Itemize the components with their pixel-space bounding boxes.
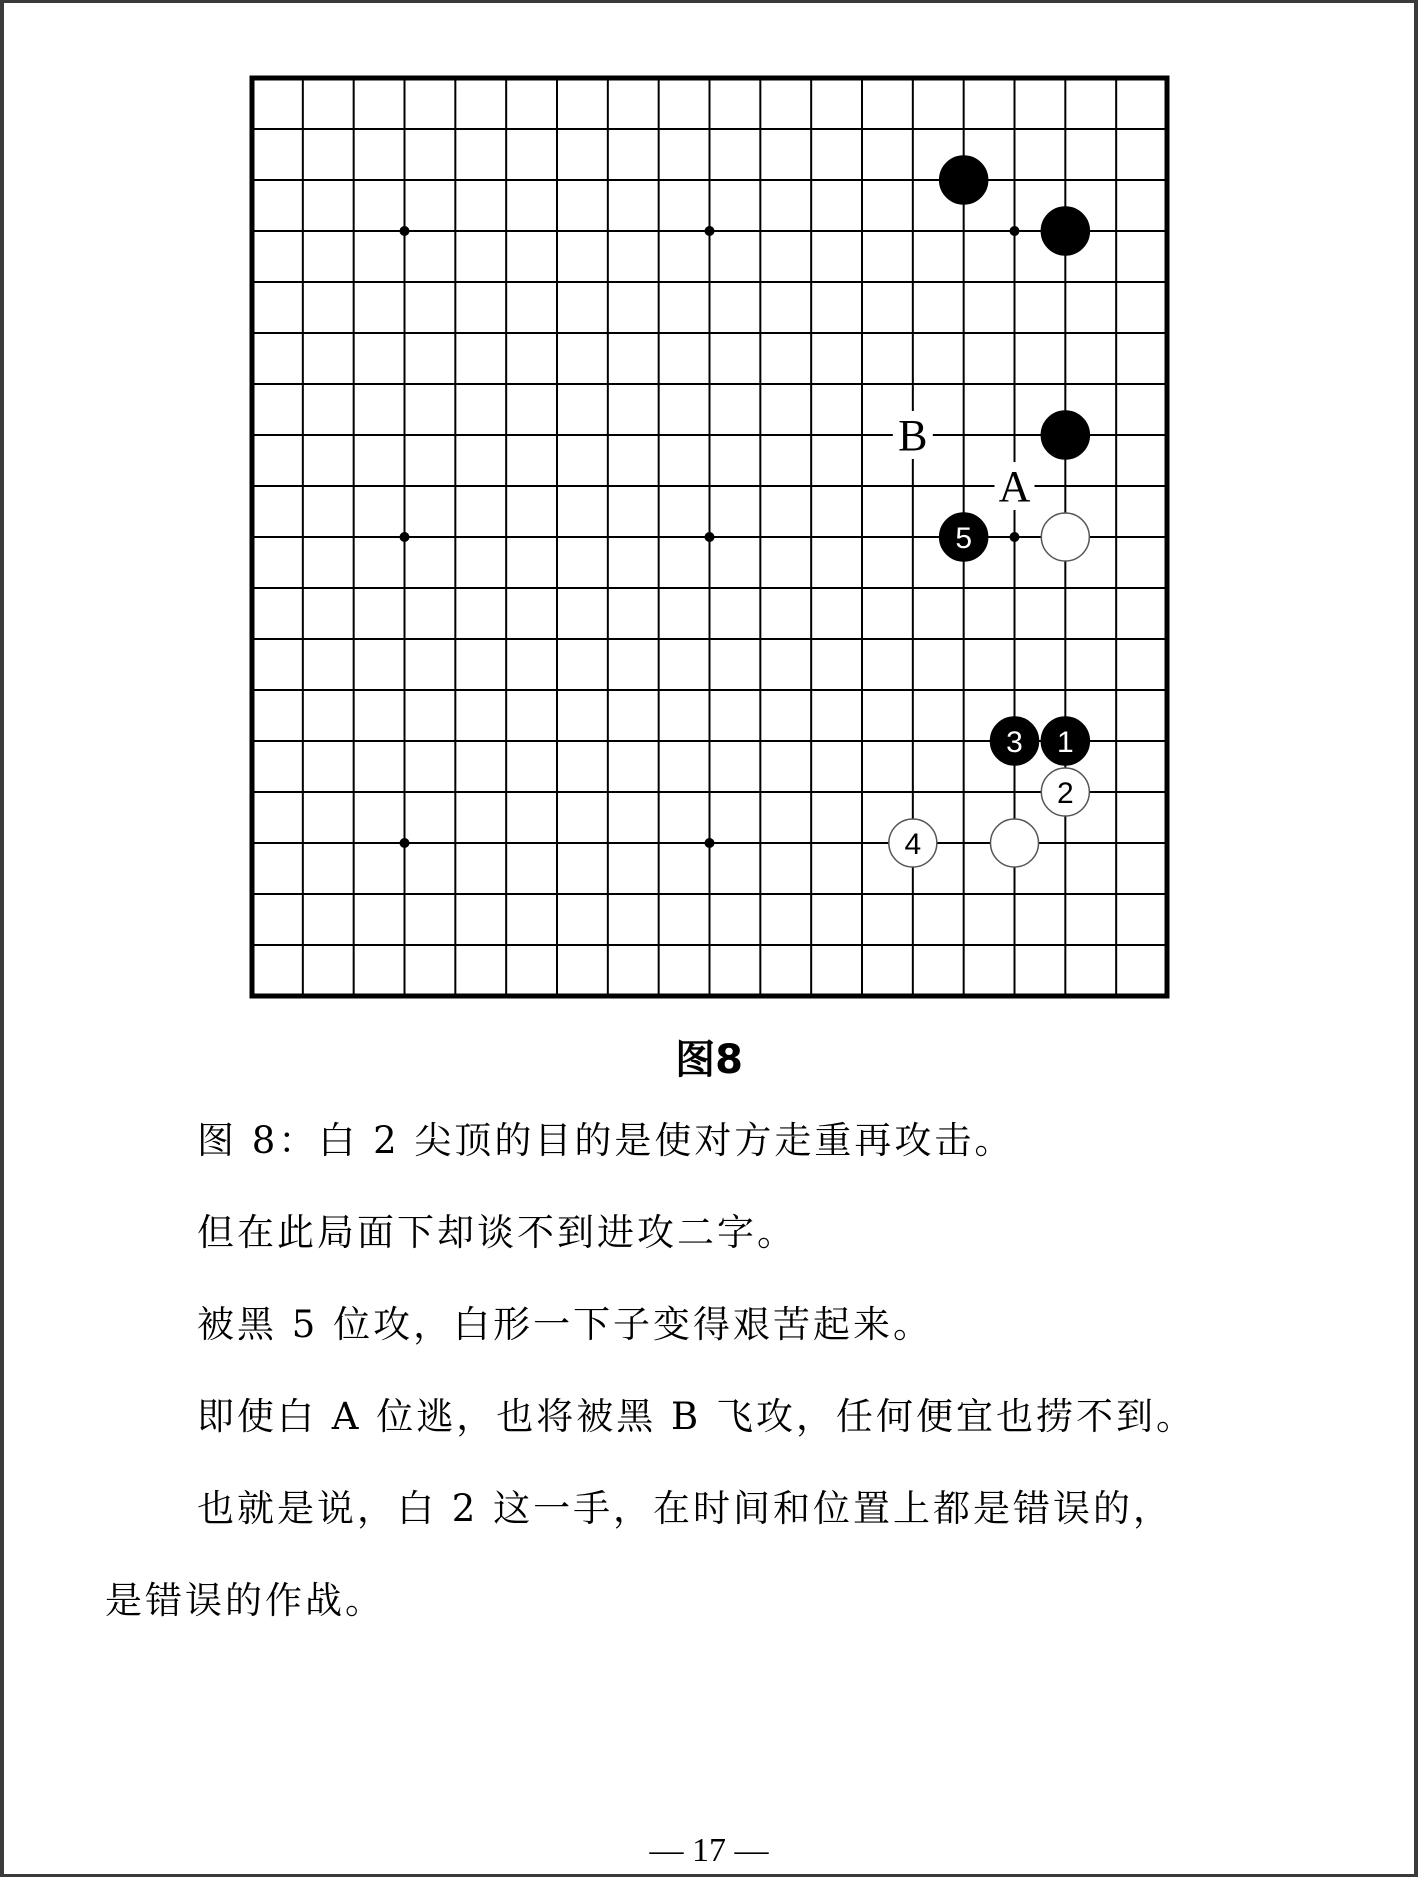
paragraph-6: 是错误的作战。	[105, 1579, 385, 1622]
marker-a	[995, 462, 1035, 511]
paragraph-1: 图 8：白 2 尖顶的目的是使对方走重再攻击。	[197, 1119, 1015, 1162]
marker-b	[893, 411, 933, 460]
black-stone	[940, 156, 988, 204]
black-stone	[1041, 411, 1089, 459]
paragraph-4: 即使白 A 位逃，也将被黑 B 飞攻，任何便宜也捞不到。	[197, 1395, 1196, 1438]
hoshi-point	[400, 226, 410, 236]
paragraph-2: 但在此局面下却谈不到进攻二字。	[197, 1211, 797, 1254]
paragraph-5: 也就是说，白 2 这一手，在时间和位置上都是错误的，	[197, 1487, 1174, 1530]
figure-caption: 图8	[675, 1037, 743, 1083]
svg-text:3: 3	[1006, 726, 1023, 759]
white-stone-2	[1041, 768, 1089, 816]
svg-text:2: 2	[1056, 777, 1074, 810]
hoshi-point	[705, 838, 715, 848]
hoshi-point	[705, 532, 715, 542]
svg-text:5: 5	[955, 522, 973, 555]
black-stone-1	[1041, 717, 1089, 765]
svg-text:4: 4	[904, 828, 922, 861]
white-stone	[991, 819, 1039, 867]
hoshi-point	[1010, 532, 1020, 542]
hoshi-point	[400, 532, 410, 542]
white-stone-4	[889, 819, 937, 867]
paragraph-3: 被黑 5 位攻，白形一下子变得艰苦起来。	[197, 1303, 934, 1346]
svg-text:B: B	[898, 411, 928, 460]
hoshi-point	[1010, 226, 1020, 236]
page-number: — 17 —	[649, 1832, 769, 1869]
hoshi-point	[400, 838, 410, 848]
black-stone-3	[991, 717, 1039, 765]
black-stone	[1041, 207, 1089, 255]
white-stone	[1041, 513, 1089, 561]
svg-text:A: A	[998, 462, 1031, 511]
hoshi-point	[705, 226, 715, 236]
black-stone-5	[940, 513, 988, 561]
svg-text:1: 1	[1056, 726, 1074, 759]
